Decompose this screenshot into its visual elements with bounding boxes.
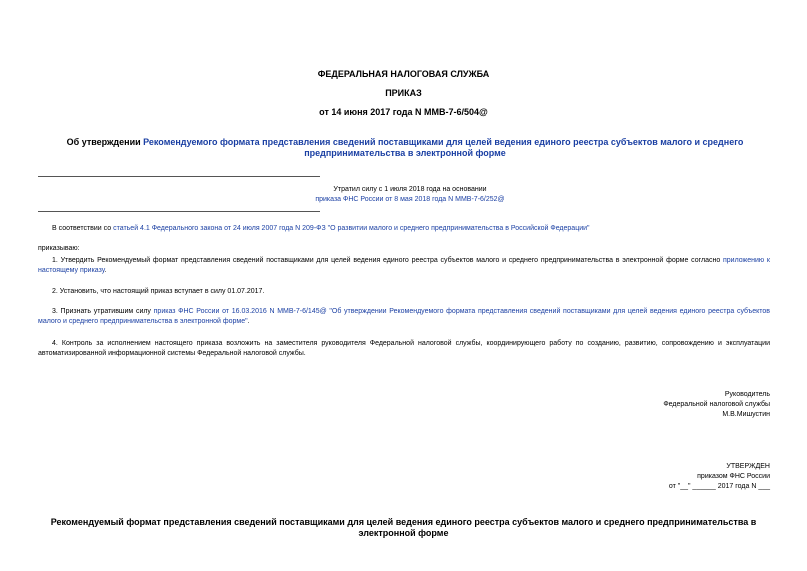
intro-paragraph [38, 224, 770, 234]
approval-block [669, 462, 770, 492]
divider-top [38, 176, 320, 177]
appendix-title: Рекомендуемый формат представления сведений поставщиками для целей ведения единого реестра субъектов малого и среднего предпринимательства в электронной форме [50, 517, 757, 538]
signature-agency: Федеральной налоговой службы [663, 401, 770, 408]
item-3-end: . [247, 318, 250, 325]
status-note-text: Утратил силу с 1 июля 2018 года на основании [333, 186, 487, 193]
status-note [300, 185, 520, 205]
law-article-link[interactable]: статьей 4.1 Федерального закона от 24 июля 2007 года N 209-ФЗ [113, 225, 326, 232]
intro-prefix: В соответствии со [52, 225, 114, 232]
law-title-link[interactable]: "О развитии малого и среднего предпринимательства в Российской Федерации" [327, 225, 590, 232]
appendix-link[interactable]: приложению к настоящему приказу [38, 257, 770, 274]
divider-bottom [38, 211, 320, 212]
signature-block [663, 390, 770, 420]
approval-date: от "__" ______ 2017 года N ___ [668, 483, 770, 490]
item-1 [38, 256, 770, 276]
approval-title: УТВЕРЖДЕН [726, 463, 770, 470]
item-1-text: 1. Утвердить Рекомендуемый формат представления сведений поставщиками для целей ведения единого реестра субъектов малого и среднего предпринимательства в электронной форме согласно [52, 257, 723, 264]
doc-title-prefix: Об утверждении [66, 137, 144, 147]
status-note-link[interactable]: приказа ФНС России от 8 мая 2018 года N ММВ-7-6/252@ [315, 196, 505, 203]
signature-name: М.В.Мишустин [722, 411, 770, 418]
doc-title [60, 137, 750, 159]
item-2: 2. Установить, что настоящий приказ вступает в силу 01.07.2017. [52, 288, 265, 295]
doc-type-heading: ПРИКАЗ [385, 88, 422, 98]
agency-heading: ФЕДЕРАЛЬНАЯ НАЛОГОВАЯ СЛУЖБА [317, 69, 490, 79]
signature-position: Руководитель [724, 391, 770, 398]
item-1-end: . [104, 267, 107, 274]
repealed-order-link[interactable]: приказ ФНС России от 16.03.2016 N ММВ-7-6/145@ "Об утверждении Рекомендуемого формата представления сведений поставщиками для целей ведения единого реестра субъектов малого и среднего предпринимательства в электронной форме" [38, 308, 770, 325]
doc-title-link[interactable]: Рекомендуемого формата представления сведений поставщиками для целей ведения единого реестра субъектов малого и среднего предпринимательства в электронной форме [143, 137, 744, 158]
doc-date-number: от 14 июня 2017 года N ММВ-7-6/504@ [319, 107, 488, 117]
item-3-prefix: 3. Признать утратившим силу [52, 308, 154, 315]
approval-order: приказом ФНС России [697, 473, 770, 480]
item-3 [38, 307, 770, 327]
item-4: 4. Контроль за исполнением настоящего приказа возложить на заместителя руководителя Федеральной налоговой службы, координирующего работу по созданию, развитию, сопровождению и эксплуатации автоматизированной информационной системы Федеральной налоговой службы. [38, 340, 770, 357]
order-word: приказываю: [38, 245, 80, 252]
